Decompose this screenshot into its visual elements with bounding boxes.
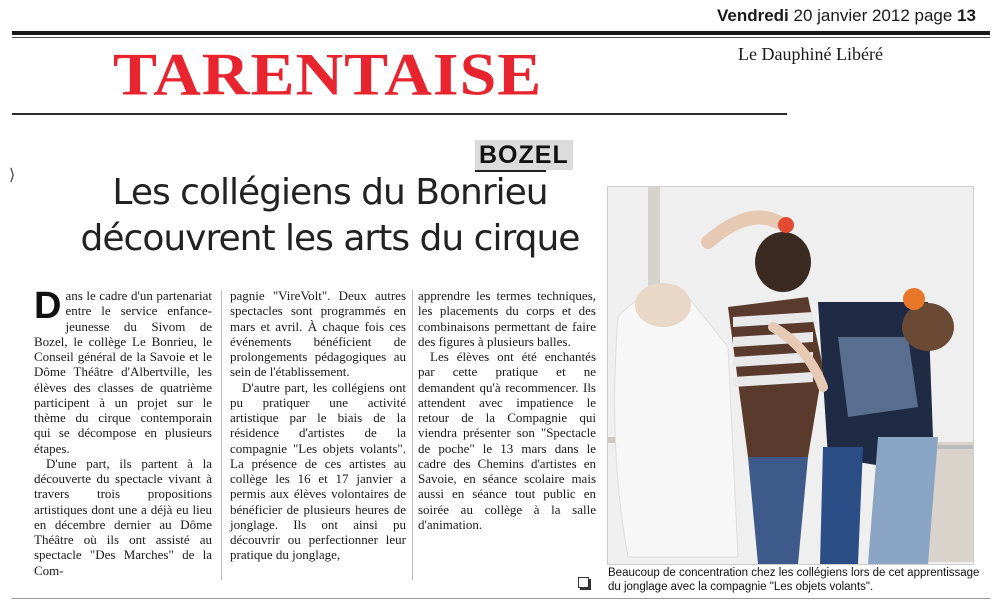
publication-name: Le Dauphiné Libéré	[738, 44, 883, 64]
column-2-paragraph-1: pagnie "VireVolt". Deux autres spectacles sont programmés en mars et avril. À chaque fois ces événements bénéficient de prolongements pédagogiques au sein de l'établissement.	[230, 288, 406, 380]
article-column-2	[230, 288, 406, 563]
column-3-paragraph-2: Les élèves ont été enchantés par cette pratique et ne demandent qu'à recommencer. Ils attendent avec impatience le retour de la Compagnie qui viendra présenter son "Spectacle de poche" le 13 mars dans le cadre des Chemins d'artistes en Savoie, en séance scolaire mais aussi en séance tout public en soirée au collège à la salle d'animation.	[418, 349, 596, 532]
header-rule	[12, 31, 990, 35]
article-headline	[70, 170, 590, 262]
drop-cap: D	[34, 285, 62, 327]
column-3-paragraph-1: apprendre les termes techniques, les placements du corps et des combinaisons permettant de faire des figures à plusieurs balles.	[418, 288, 596, 349]
photo-caption-line-1: Beaucoup de concentration chez les collégiens lors de cet apprentissage	[608, 567, 980, 579]
footer-rule	[12, 598, 990, 599]
article-end-mark-icon	[578, 577, 589, 588]
article-photo	[607, 186, 974, 565]
article-kicker: BOZEL	[475, 140, 573, 170]
juggling-students-photo	[608, 187, 973, 564]
column-1-paragraph-1-text: ans le cadre d'un partenariat entre le service enfance-jeunesse du Sivom de Bozel, le collège Le Bonrieu, le Conseil général de la Savoie et le Dôme Théâtre d'Albertville, les élèves des classes de quatrième participent à un projet sur le thème du cirque contemporain qui se décompose en plusieurs étapes.	[34, 288, 212, 456]
column-1-paragraph-1	[34, 285, 212, 456]
headline-line-1: Les collégiens du Bonrieu	[112, 172, 548, 213]
section-title: TARENTAISE	[113, 40, 543, 109]
section-rule	[12, 113, 787, 115]
dateline-day: Vendredi	[716, 6, 789, 25]
column-1-paragraph-2: D'une part, ils partent à la découverte du spectacle vivant à travers trois propositions artistiques dont une a déjà eu lieu en décembre dernier au Dôme Théâtre où ils ont assisté au spectacle "Des Marches" de la Com-	[34, 455, 212, 578]
dateline-page-number: 13	[957, 6, 976, 25]
dateline-page-label: page	[914, 6, 953, 25]
dateline-date: 20 janvier 2012	[793, 6, 910, 25]
header-rule-thin	[12, 37, 990, 38]
column-separator	[412, 290, 413, 580]
photo-caption	[608, 566, 983, 594]
column-2-paragraph-2: D'autre part, les collégiens ont pu pratiquer une activité artistique par le biais de la résidence d'artistes de la compagnie "Les objets volants". La présence de ces artistes au collège les 16 et 17 janvier a permis aux élèves volontaires de bénéficier de plusieurs heures de jonglage. Ils ont ainsi pu découvrir ou perfectionner leur pratique du jonglage,	[230, 379, 406, 563]
column-separator	[221, 290, 222, 580]
article-column-1	[34, 285, 212, 578]
dateline	[717, 6, 976, 26]
margin-bracket-icon: ⟩	[9, 167, 16, 184]
headline-line-2: découvrent les arts du cirque	[80, 218, 580, 259]
article-column-3	[418, 288, 596, 532]
photo-caption-line-2: du jonglage avec la compagnie "Les objets volants".	[608, 581, 874, 593]
